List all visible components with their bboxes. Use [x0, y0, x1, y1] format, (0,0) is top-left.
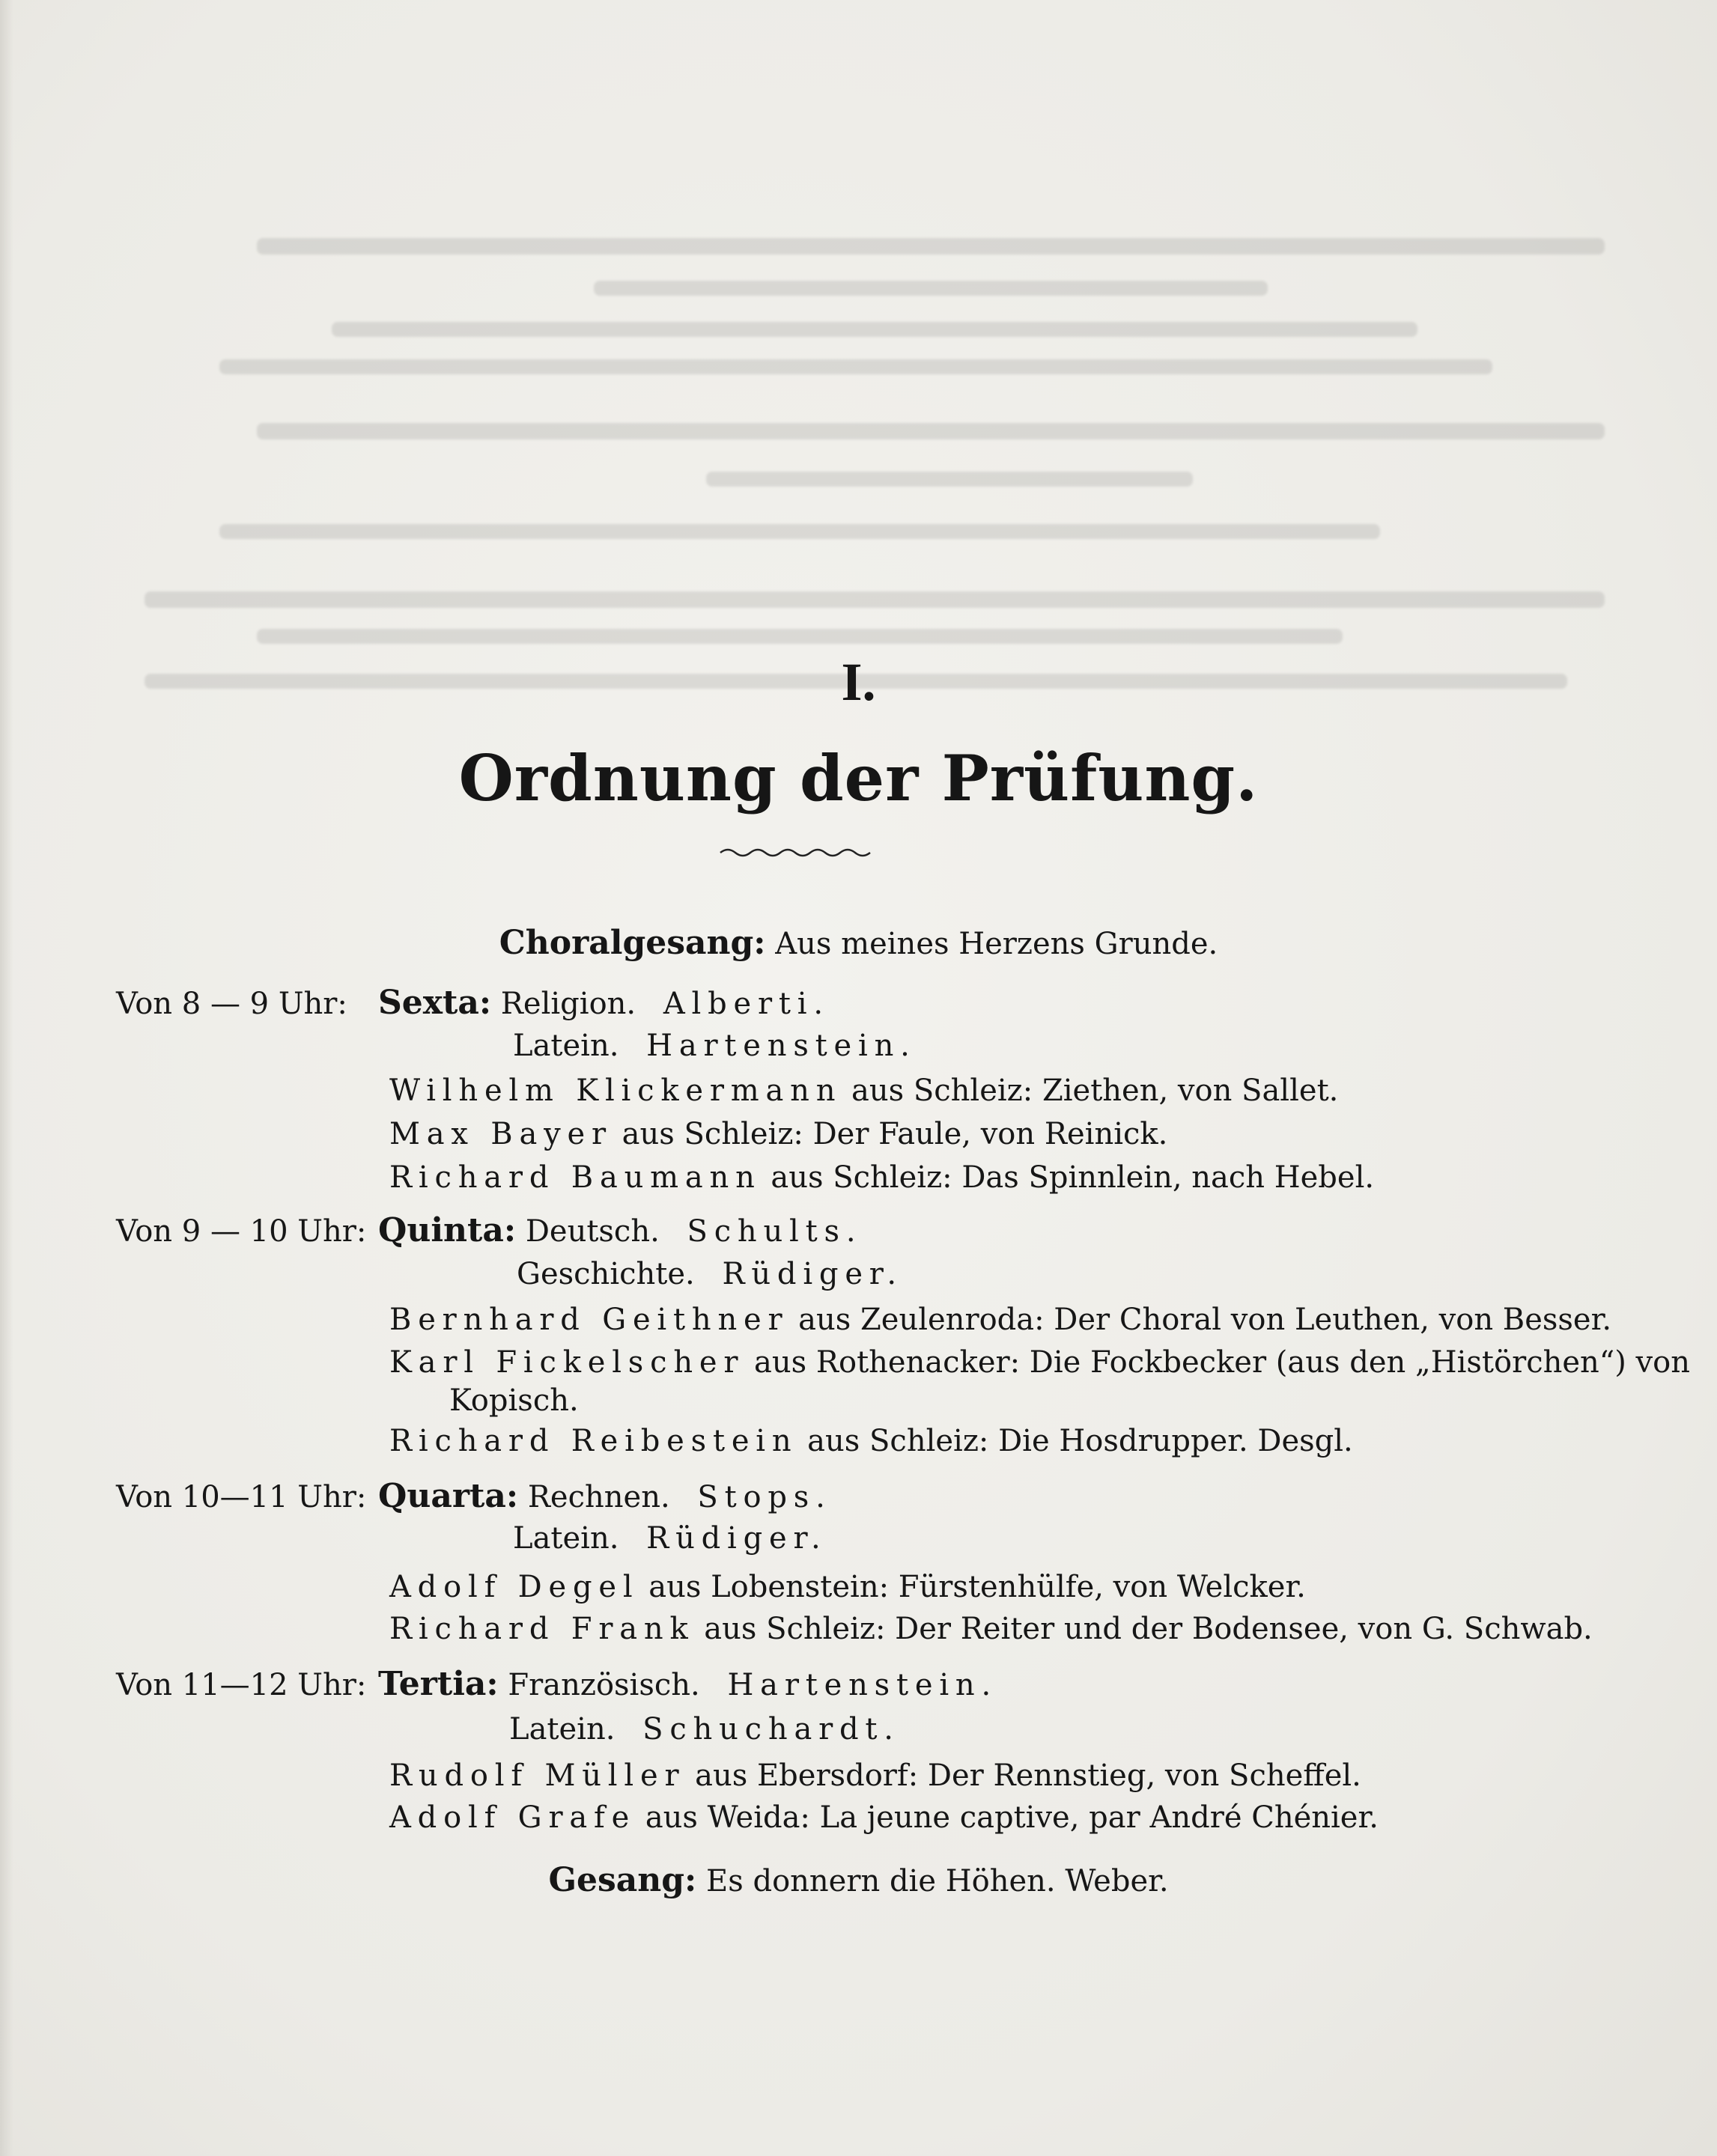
teacher: Alberti.: [663, 987, 830, 1021]
recitation-row: [389, 1119, 1167, 1149]
schedule-row-quarta: [116, 1477, 832, 1515]
recitation-row: [389, 1305, 1611, 1335]
student-name: Adolf Degel: [389, 1570, 639, 1604]
teacher: Hartenstein.: [727, 1668, 997, 1702]
recitation-text: aus Schleiz: Der Faule, von Reinick.: [622, 1117, 1168, 1151]
schedule-row-quinta: [116, 1211, 863, 1249]
recitation-row: [389, 1076, 1338, 1106]
recitation-text: aus Schleiz: Die Hosdrupper. Desgl.: [807, 1424, 1353, 1458]
class-name: Quarta:: [378, 1477, 519, 1515]
recitation-text: aus Weida: La jeune captive, par André Chénier.: [645, 1800, 1379, 1835]
section-number: I.: [841, 652, 876, 712]
subject: Religion.: [500, 987, 636, 1021]
subject: Deutsch.: [525, 1214, 660, 1249]
recitation-row: [389, 1614, 1593, 1644]
time-slot: Von 11—12 Uhr:: [116, 1668, 367, 1702]
subject-row: [509, 1712, 900, 1747]
subject-row: [517, 1259, 903, 1289]
opening-line: [0, 924, 1717, 962]
recitation-row: [389, 1345, 1690, 1380]
recitation-text: aus Zeulenroda: Der Choral von Leuthen, von Besser.: [798, 1303, 1612, 1337]
student-name: Bernhard Geithner: [389, 1303, 789, 1337]
recitation-continuation: Kopisch.: [449, 1383, 579, 1418]
student-name: Max Bayer: [389, 1117, 613, 1151]
recitation-row: [389, 1758, 1361, 1793]
recitation-row: [389, 1160, 1375, 1195]
recitation-text: aus Schleiz: Der Reiter und der Bodensee, von G. Schwab.: [704, 1612, 1593, 1646]
student-name: Richard Frank: [389, 1612, 695, 1646]
schedule-row-tertia: [116, 1665, 997, 1703]
page-title: Ordnung der Prüfung.: [458, 741, 1259, 815]
subject: Latein.: [513, 1029, 619, 1063]
teacher: Stops.: [697, 1480, 832, 1514]
time-slot: Von 8 — 9 Uhr:: [116, 987, 347, 1021]
closing-subject: Gesang:: [548, 1861, 697, 1899]
subject: Latein.: [509, 1712, 616, 1747]
student-name: Richard Reibestein: [389, 1424, 798, 1458]
student-name: Rudolf Müller: [389, 1758, 686, 1793]
teacher: Schults.: [687, 1214, 863, 1249]
student-name: Karl Fickelscher: [389, 1345, 745, 1380]
class-name: Tertia:: [378, 1665, 499, 1703]
teacher: Hartenstein.: [646, 1029, 917, 1063]
closing-line: [0, 1861, 1717, 1899]
recitation-text: aus Lobenstein: Fürstenhülfe, von Welcker.: [648, 1570, 1306, 1604]
recitation-row: [389, 1800, 1379, 1835]
teacher: Rüdiger.: [722, 1257, 903, 1291]
recitation-text: aus Rothenacker: Die Fockbecker (aus den „Histörchen“) von: [754, 1345, 1690, 1380]
subject: Französisch.: [508, 1668, 700, 1702]
time-slot: Von 9 — 10 Uhr:: [116, 1214, 367, 1249]
ornamental-divider: [719, 844, 872, 861]
subject-row: [513, 1031, 917, 1061]
student-name: Adolf Grafe: [389, 1800, 636, 1835]
subject: Rechnen.: [527, 1480, 670, 1514]
subject-row: [513, 1521, 827, 1556]
closing-text: Es donnern die Höhen. Weber.: [706, 1864, 1169, 1898]
student-name: Richard Baumann: [389, 1160, 762, 1195]
recitation-row: [389, 1426, 1353, 1456]
teacher: Schuchardt.: [642, 1712, 900, 1747]
subject: Latein.: [513, 1521, 619, 1556]
opening-text: Aus meines Herzens Grunde.: [775, 927, 1218, 961]
time-slot: Von 10—11 Uhr:: [116, 1480, 367, 1514]
recitation-text: aus Schleiz: Das Spinnlein, nach Hebel.: [771, 1160, 1375, 1195]
recitation-text: aus Ebersdorf: Der Rennstieg, von Scheffel.: [695, 1758, 1361, 1793]
recitation-text: aus Schleiz: Ziethen, von Sallet.: [851, 1074, 1339, 1108]
class-name: Quinta:: [378, 1211, 517, 1249]
recitation-row: [389, 1572, 1306, 1602]
subject: Geschichte.: [517, 1257, 695, 1291]
teacher: Rüdiger.: [646, 1521, 827, 1556]
page-edge-shadow: [0, 0, 13, 2156]
schedule-row-sexta: [116, 984, 830, 1022]
opening-subject: Choralgesang:: [499, 924, 766, 962]
student-name: Wilhelm Klickermann: [389, 1074, 842, 1108]
class-name: Sexta:: [378, 984, 492, 1022]
